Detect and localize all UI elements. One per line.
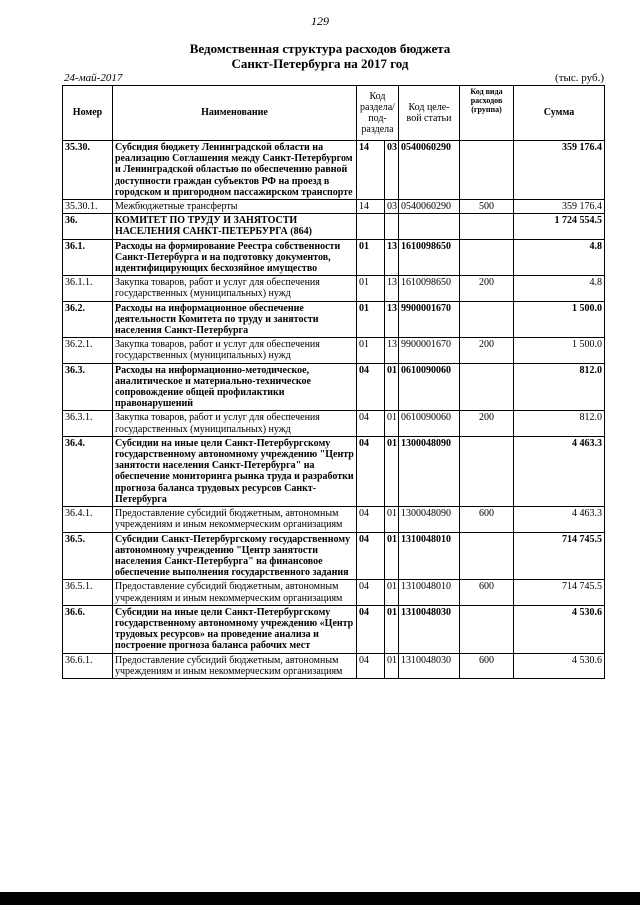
header-sum: Сумма	[514, 86, 605, 141]
row-target-code: 1300048090	[399, 436, 460, 506]
row-subsection: 13	[385, 338, 399, 363]
row-target-code: 0540060290	[399, 141, 460, 200]
row-name: Предоставление субсидий бюджетным, автономным учреждениям и иным некоммерческим организациям	[113, 653, 357, 678]
row-section: 04	[357, 363, 385, 411]
row-name: Субсидии на иные цели Санкт-Петербургскому государственному автономному учреждению "Центр занятости населения Санкт-Петербурга" на обеспечение мониторинга рынка труда и разработки прогноза баланса трудовых ресурсов Санкт-Петербурга	[113, 436, 357, 506]
row-section: 04	[357, 580, 385, 605]
row-subsection: 03	[385, 200, 399, 214]
row-section: 04	[357, 653, 385, 678]
table-row	[63, 507, 605, 532]
table-row	[63, 301, 605, 338]
row-subsection: 01	[385, 605, 399, 653]
row-sum: 359 176.4	[514, 141, 605, 200]
row-type-code	[460, 605, 514, 653]
row-subsection: 01	[385, 580, 399, 605]
row-subsection: 01	[385, 436, 399, 506]
row-number: 35.30.1.	[63, 200, 113, 214]
table-row	[63, 532, 605, 580]
header-section-code: Код раздела/ под-раздела	[357, 86, 399, 141]
row-target-code	[399, 214, 460, 239]
row-type-code: 600	[460, 507, 514, 532]
row-subsection: 01	[385, 653, 399, 678]
row-sum: 714 745.5	[514, 580, 605, 605]
row-section: 04	[357, 507, 385, 532]
row-target-code: 1310048010	[399, 532, 460, 580]
row-section: 04	[357, 436, 385, 506]
header-name: Наименование	[113, 86, 357, 141]
row-section: 01	[357, 276, 385, 301]
row-target-code: 0610090060	[399, 363, 460, 411]
row-subsection: 03	[385, 141, 399, 200]
row-type-code	[460, 141, 514, 200]
row-sum: 4.8	[514, 239, 605, 276]
row-section: 04	[357, 605, 385, 653]
row-name: Закупка товаров, работ и услуг для обеспечения государственных (муниципальных) нужд	[113, 338, 357, 363]
row-sum: 1 500.0	[514, 301, 605, 338]
row-target-code: 0540060290	[399, 200, 460, 214]
row-name: Закупка товаров, работ и услуг для обеспечения государственных (муниципальных) нужд	[113, 411, 357, 436]
row-target-code: 1310048010	[399, 580, 460, 605]
row-subsection: 01	[385, 363, 399, 411]
row-sum: 812.0	[514, 411, 605, 436]
row-sum: 4 530.6	[514, 653, 605, 678]
table-row	[63, 653, 605, 678]
budget-table	[62, 85, 605, 679]
header-target-code: Код целе-вой статьи	[399, 86, 460, 141]
units-label: (тыс. руб.)	[555, 72, 604, 84]
row-section: 04	[357, 532, 385, 580]
row-target-code: 9900001670	[399, 301, 460, 338]
row-number: 36.5.1.	[63, 580, 113, 605]
row-sum: 4.8	[514, 276, 605, 301]
table-row	[63, 411, 605, 436]
row-sum: 4 463.3	[514, 507, 605, 532]
row-sum: 1 724 554.5	[514, 214, 605, 239]
row-section	[357, 214, 385, 239]
row-name: КОМИТЕТ ПО ТРУДУ И ЗАНЯТОСТИ НАСЕЛЕНИЯ САНКТ-ПЕТЕРБУРГА (864)	[113, 214, 357, 239]
row-name: Расходы на информационное обеспечение деятельности Комитета по труду и занятости населения Санкт-Петербурга	[113, 301, 357, 338]
row-subsection: 01	[385, 507, 399, 532]
row-number: 36.1.1.	[63, 276, 113, 301]
table-body	[63, 141, 605, 679]
row-section: 04	[357, 411, 385, 436]
header-row	[63, 86, 605, 141]
row-type-code: 200	[460, 276, 514, 301]
row-type-code: 200	[460, 338, 514, 363]
row-sum: 812.0	[514, 363, 605, 411]
table-row	[63, 436, 605, 506]
row-name: Межбюджетные трансферты	[113, 200, 357, 214]
row-number: 36.	[63, 214, 113, 239]
table-row	[63, 200, 605, 214]
row-type-code: 600	[460, 580, 514, 605]
row-number: 36.2.1.	[63, 338, 113, 363]
row-type-code: 200	[460, 411, 514, 436]
row-subsection	[385, 214, 399, 239]
row-sum: 359 176.4	[514, 200, 605, 214]
row-name: Субсидии Санкт-Петербургскому государственному автономному учреждению "Центр занятости населения Санкт-Петербурга" на финансовое обеспечение выполнения государственного задания	[113, 532, 357, 580]
row-name: Субсидия бюджету Ленинградской области на реализацию Соглашения между Санкт-Петербургом и Ленинградской областью по обеспечению равной доступности граждан субъектов РФ на проезд в городском и пригородном пассажирском транспорте	[113, 141, 357, 200]
title-line-1: Ведомственная структура расходов бюджета	[189, 41, 451, 56]
row-sum: 1 500.0	[514, 338, 605, 363]
row-target-code: 9900001670	[399, 338, 460, 363]
document-date: 24-май-2017	[64, 72, 123, 84]
row-name: Закупка товаров, работ и услуг для обеспечения государственных (муниципальных) нужд	[113, 276, 357, 301]
row-section: 01	[357, 239, 385, 276]
row-type-code	[460, 363, 514, 411]
row-target-code: 1300048090	[399, 507, 460, 532]
table-row	[63, 239, 605, 276]
row-target-code: 1610098650	[399, 276, 460, 301]
row-section: 01	[357, 301, 385, 338]
row-name: Субсидии на иные цели Санкт-Петербургскому государственному автономному учреждению «Центр трудовых ресурсов» на проведение анализа и построение прогноза баланса рабочих мест	[113, 605, 357, 653]
scan-edge	[0, 892, 640, 905]
row-type-code	[460, 214, 514, 239]
row-number: 36.3.	[63, 363, 113, 411]
row-subsection: 13	[385, 239, 399, 276]
row-number: 36.6.1.	[63, 653, 113, 678]
row-type-code	[460, 239, 514, 276]
row-type-code	[460, 532, 514, 580]
table-row	[63, 141, 605, 200]
page-number: 129	[311, 14, 329, 28]
row-target-code: 1310048030	[399, 605, 460, 653]
row-number: 36.6.	[63, 605, 113, 653]
row-target-code: 0610090060	[399, 411, 460, 436]
row-subsection: 13	[385, 276, 399, 301]
row-number: 36.1.	[63, 239, 113, 276]
row-number: 36.4.	[63, 436, 113, 506]
document-title	[0, 41, 640, 71]
table-row	[63, 214, 605, 239]
row-number: 36.5.	[63, 532, 113, 580]
row-number: 35.30.	[63, 141, 113, 200]
table-row	[63, 363, 605, 411]
row-section: 14	[357, 141, 385, 200]
row-name: Предоставление субсидий бюджетным, автономным учреждениям и иным некоммерческим организациям	[113, 507, 357, 532]
row-name: Предоставление субсидий бюджетным, автономным учреждениям и иным некоммерческим организациям	[113, 580, 357, 605]
row-name: Расходы на информационно-методическое, аналитическое и материально-техническое сопровождение общей профилактики правонарушений	[113, 363, 357, 411]
row-type-code	[460, 301, 514, 338]
row-target-code: 1310048030	[399, 653, 460, 678]
row-type-code: 600	[460, 653, 514, 678]
row-subsection: 01	[385, 532, 399, 580]
header-number: Номер	[63, 86, 113, 141]
table-row	[63, 276, 605, 301]
row-sum: 4 463.3	[514, 436, 605, 506]
table-row	[63, 580, 605, 605]
table-row	[63, 338, 605, 363]
row-target-code: 1610098650	[399, 239, 460, 276]
header-type-code: Код вида расходов (группа)	[460, 86, 514, 141]
row-sum: 4 530.6	[514, 605, 605, 653]
row-number: 36.4.1.	[63, 507, 113, 532]
row-sum: 714 745.5	[514, 532, 605, 580]
row-number: 36.3.1.	[63, 411, 113, 436]
row-subsection: 13	[385, 301, 399, 338]
row-type-code	[460, 436, 514, 506]
row-section: 01	[357, 338, 385, 363]
title-line-2: Санкт-Петербурга на 2017 год	[231, 56, 409, 71]
row-subsection: 01	[385, 411, 399, 436]
row-section: 14	[357, 200, 385, 214]
row-name: Расходы на формирование Реестра собственности Санкт-Петербурга и на подготовку документов, идентифицирующих бесхозяйное имущество	[113, 239, 357, 276]
row-type-code: 500	[460, 200, 514, 214]
table-row	[63, 605, 605, 653]
row-number: 36.2.	[63, 301, 113, 338]
